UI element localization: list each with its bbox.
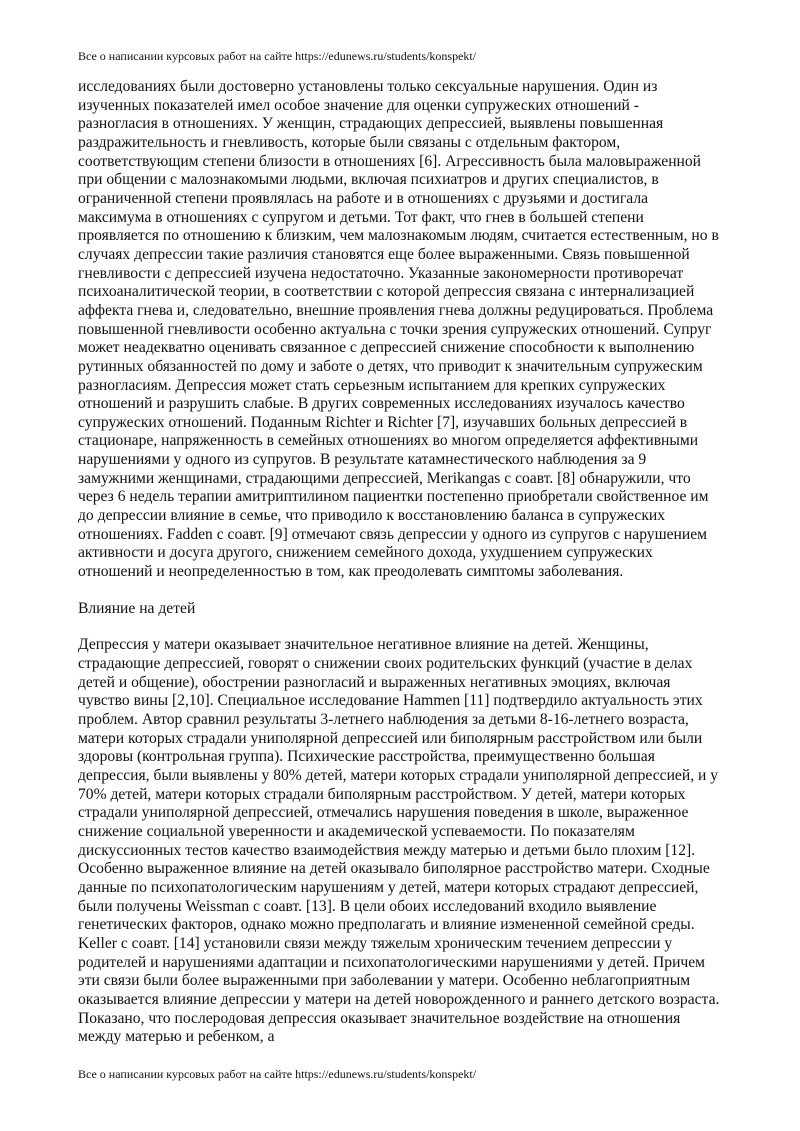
page-footer: Все о написании курсовых работ на сайте https://edunews.ru/students/konspekt/ xyxy=(78,1067,477,1081)
section-heading: Влияние на детей xyxy=(78,599,196,617)
body-paragraph: Депрессия у матери оказывает значительное негативное влияние на детей. Женщины, страдающие депрессией, говорят о снижении своих родительских функций (участие в делах детей и общение), обострении разногласий и выраженных негативных эмоциях, включая чувство вины [2,10]. Специальное исследование Hammen [11] подтвердило актуальность этих проблем. Автор сравнил результаты 3-летнего наблюдения за детьми 8-16-летнего возраста, матери которых страдали униполярной депрессией или биполярным расстройством или были здоровы (контрольная группа). Психические расстройства, преимущественно большая депрессия, были выявлены у 80% детей, матери которых страдали униполярной депрессией, и у 70% детей, матери которых страдали биполярным расстройством. У детей, матери которых страдали униполярной депрессией, отмечались нарушения поведения в школе, выраженное снижение социальной уверенности и академической успеваемости. По показателям дискуссионных тестов качество взаимодействия между матерью и детьми было плохим [12]. Особенно выраженное влияние на детей оказывало биполярное расстройство матери. Сходные данные по психопатологическим нарушениям у детей, матери которых страдают депрессией, были получены Weissman с соавт. [13]. В цели обоих исследований входило выявление генетических факторов, однако можно предполагать и влияние измененной семейной среды. Keller с соавт. [14] установили связи между тяжелым хроническим течением депрессии у родителей и нарушениями адаптации и психопатологическими нарушениями у детей. Причем эти связи были более выраженными при заболевании у матери. Особенно неблагоприятным оказывается влияние депрессии у матери на детей новорожденного и раннего детского возраста. Показано, что послеродовая депрессия оказывает значительное воздействие на отношения между матерью и ребенком, а xyxy=(78,636,720,1046)
body-paragraph: исследованиях были достоверно установлены только сексуальные нарушения. Один из изученных показателей имел особое значение для оценки супружеских отношений - разногласия в отношениях. У женщин, страдающих депрессией, выявлены повышенная раздражительность и гневливость, которые были связаны с отдельным фактором, соответствующим степени близости в отношениях [6]. Агрессивность была маловыраженной при общении с малознакомыми людьми, включая психиатров и других специалистов, в ограниченной степени проявлялась на работе и в отношениях с друзьями и достигала максимума в отношениях с супругом и детьми. Тот факт, что гнев в большей степени проявляется по отношению к близким, чем малознакомым людям, считается естественным, но в случаях депрессии такие различия становятся еще более выраженными. Связь повышенной гневливости с депрессией изучена недостаточно. Указанные закономерности противоречат психоаналитической теории, в соответствии с которой депрессия связана с интернализацией аффекта гнева и, следовательно, внешние проявления гнева должны редуцироваться. Проблема повышенной гневливости особенно актуальна с точки зрения супружеских отношений. Супруг может неадекватно оценивать связанное с депрессией снижение способности к выполнению рутинных обязанностей по дому и заботе о детях, что приводит к значительным супружеским разногласиям. Депрессия может стать серьезным испытанием для крепких супружеских отношений и разрушить слабые. В других современных исследованиях изучалось качество супружеских отношений. Поданным Richter и Richter [7], изучавших больных депрессией в стационаре, напряженность в семейных отношениях во многом определяется аффективными нарушениями у одного из супругов. В результате катамнестического наблюдения за 9 замужними женщинами, страдающими депрессией, Merikangas с соавт. [8] обнаружили, что через 6 недель терапии амитриптилином пациентки постепенно приобретали свойственное им до депрессии влияние в семье, что приводило к восстановлению баланса в супружеских отношениях. Fadden с соавт. [9] отмечают связь депрессии у одного из супругов с нарушением активности и досуга другого, снижением семейного дохода, ухудшением супружеских отношений и неопределенностью в том, как преодолевать симптомы заболевания. xyxy=(78,78,719,581)
document-body xyxy=(78,78,722,1047)
page-header: Все о написании курсовых работ на сайте https://edunews.ru/students/konspekt/ xyxy=(78,49,477,63)
